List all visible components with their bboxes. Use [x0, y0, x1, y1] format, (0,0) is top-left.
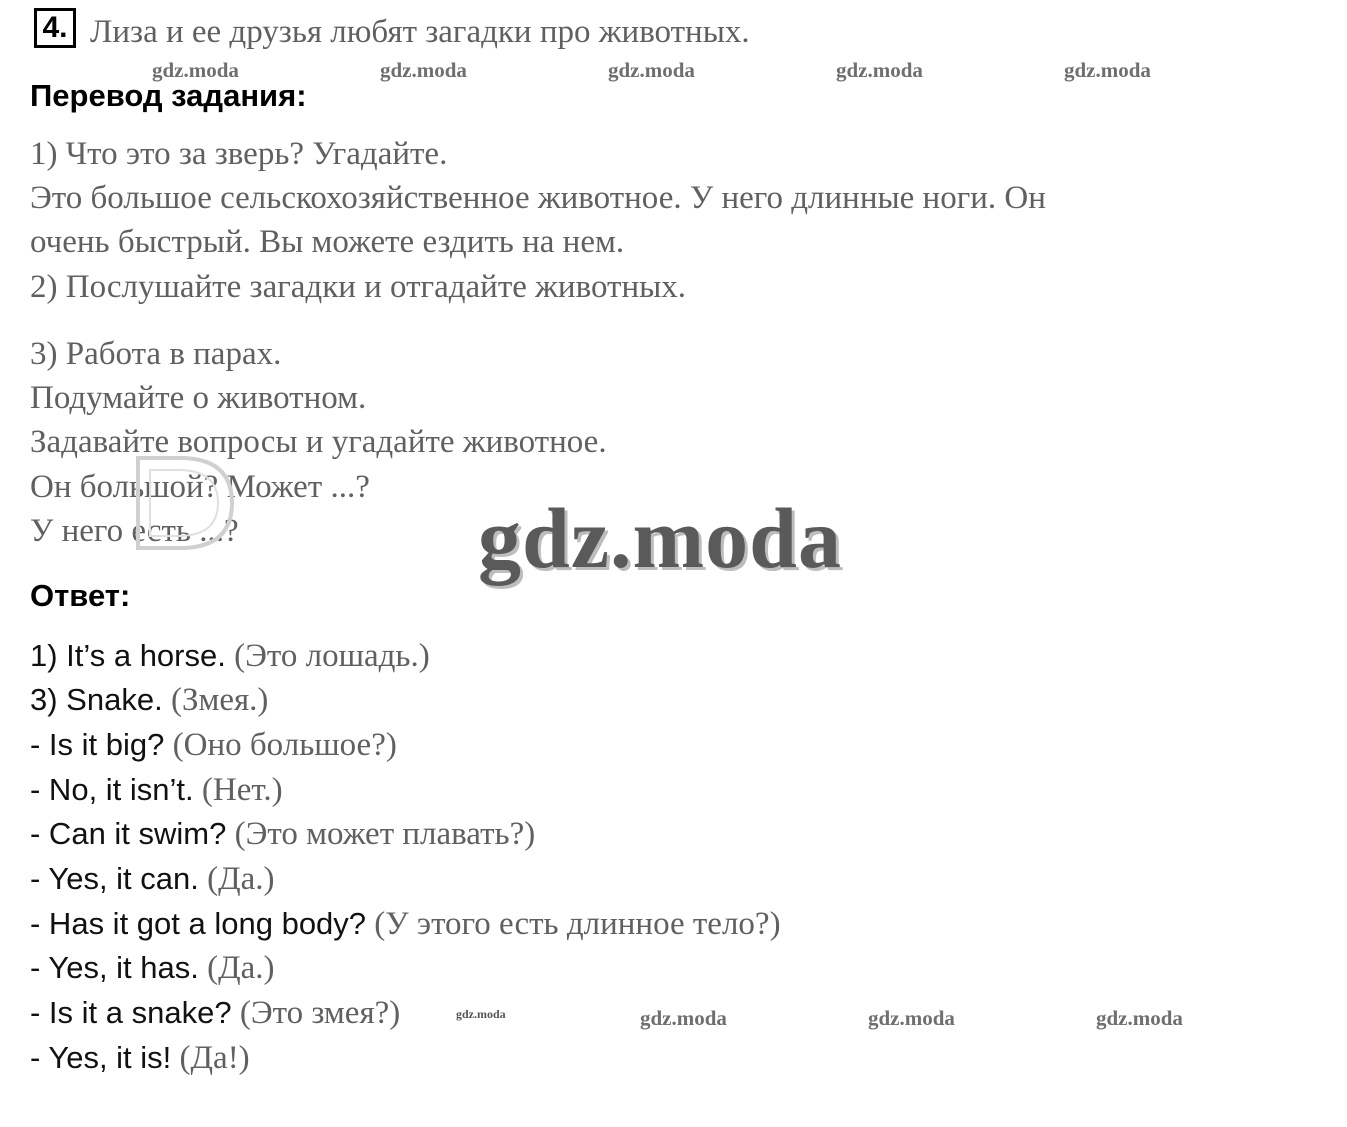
answer-ru: (Это может плавать?) — [226, 816, 536, 852]
answer-ru: (У этого есть длинное тело?) — [366, 906, 781, 942]
answer-en: 1) It’s a horse. — [30, 638, 226, 673]
answer-en: - Has it got a long body? — [30, 906, 367, 941]
watermark: gdz.moda — [640, 1006, 727, 1030]
translation-line: Задавайте вопросы и угадайте животное. — [30, 424, 607, 460]
watermark: gdz.moda — [152, 58, 239, 82]
answer-en: - Yes, it is! — [30, 1040, 172, 1075]
watermark: gdz.moda — [1064, 58, 1151, 82]
answer-line — [30, 1038, 250, 1078]
answer-ru: (Оно большое?) — [164, 727, 397, 763]
answer-line — [30, 725, 397, 765]
answer-en: - Yes, it can. — [30, 861, 199, 896]
answer-line — [30, 859, 275, 899]
translation-line: Он большой? Может ...? — [30, 469, 370, 505]
answer-ru: (Да.) — [198, 950, 275, 986]
answer-line — [30, 680, 268, 720]
answer-line — [30, 948, 275, 988]
answer-line — [30, 636, 430, 676]
answer-ru: (Да.) — [198, 861, 275, 897]
task-number: 4. — [34, 8, 76, 48]
answer-en: - No, it isn’t. — [30, 772, 194, 807]
watermark: gdz.moda — [380, 58, 467, 82]
translation-line: 2) Послушайте загадки и отгадайте животных. — [30, 269, 687, 305]
answer-en: - Can it swim? — [30, 816, 227, 851]
watermark: gdz.moda — [1096, 1006, 1183, 1030]
translation-line: 3) Работа в парах. — [30, 336, 282, 372]
watermark-big: gdz.moda — [478, 490, 842, 586]
task-title: Лиза и ее друзья любят загадки про животных. — [90, 14, 750, 50]
translation-line: У него есть ...? — [30, 513, 239, 549]
answer-line — [30, 770, 283, 810]
answer-en: 3) Snake. — [30, 682, 163, 717]
answer-ru: (Нет.) — [193, 772, 283, 808]
answer-heading: Ответ: — [30, 578, 131, 613]
translation-line: 1) Что это за зверь? Угадайте. — [30, 136, 448, 172]
translation-line: Подумайте о животном. — [30, 380, 367, 416]
answer-en: - Is it a snake? — [30, 995, 232, 1030]
translation-line: Это большое сельскохозяйственное животное. У него длинные ноги. Он — [30, 180, 1046, 216]
translation-line: очень быстрый. Вы можете ездить на нем. — [30, 224, 625, 260]
answer-ru: (Да!) — [171, 1040, 250, 1076]
answer-en: - Yes, it has. — [30, 950, 199, 985]
watermark: gdz.moda — [868, 1006, 955, 1030]
answer-ru: (Это змея?) — [231, 995, 401, 1031]
watermark: gdz.moda — [456, 1007, 506, 1021]
answer-line — [30, 904, 781, 944]
answer-line — [30, 993, 400, 1033]
answer-ru: (Это лошадь.) — [225, 638, 430, 674]
watermark: gdz.moda — [836, 58, 923, 82]
watermark: gdz.moda — [608, 58, 695, 82]
ghost-logo-icon — [130, 448, 240, 558]
answer-en: - Is it big? — [30, 727, 165, 762]
translation-heading: Перевод задания: — [30, 78, 307, 113]
answer-line — [30, 814, 535, 854]
answer-ru: (Змея.) — [162, 682, 269, 718]
